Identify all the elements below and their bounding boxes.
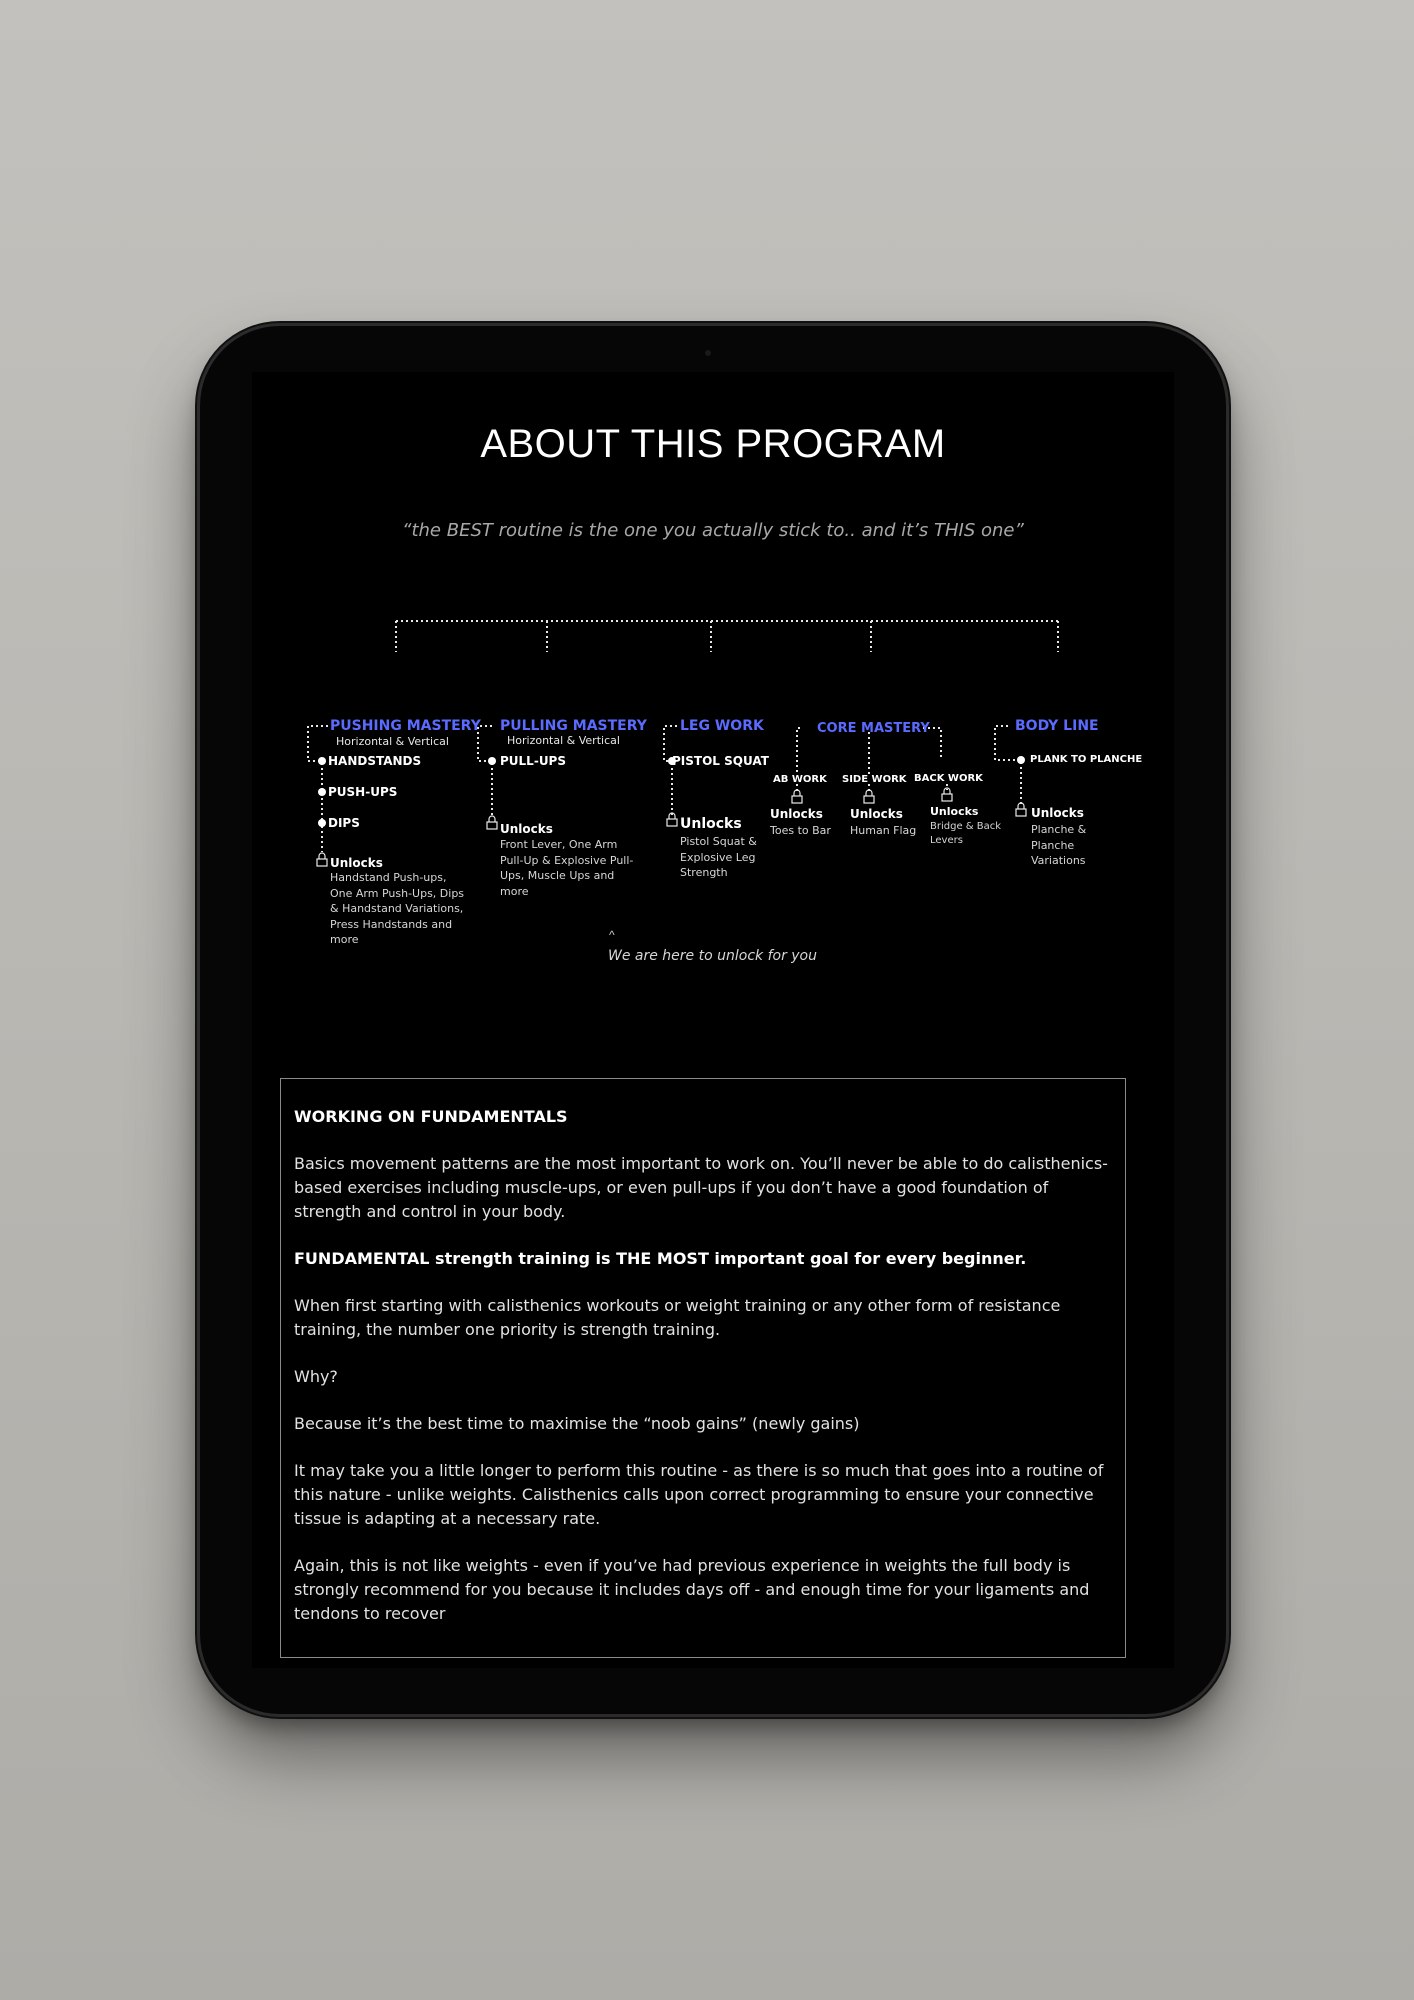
caret-marker: ^ xyxy=(609,928,615,942)
core-side-work: SIDE WORK xyxy=(842,774,907,785)
pushing-mastery-heading: PUSHING MASTERY xyxy=(330,718,481,734)
pushing-unlocks-text: Handstand Push-ups, One Arm Push-Ups, Dips & Handstand Variations, Press Handstands and more xyxy=(330,871,465,946)
lock-icon xyxy=(864,790,874,803)
fundamentals-box xyxy=(280,1078,1126,1658)
skill-plank-to-planche: PLANK TO PLANCHE xyxy=(1030,754,1143,765)
bodyline-unlocks-text: Planche & Planche Variations xyxy=(1031,823,1087,867)
pushing-subheading: Horizontal & Vertical xyxy=(336,735,449,748)
core-mastery-heading: CORE MASTERY xyxy=(817,721,930,736)
fundamentals-paragraph: Basics movement patterns are the most important to work on. You’ll never be able to do calisthenics-based exercises including muscle-ups, or even pull-ups if you don’t have a good foundation of strength and control in your body. xyxy=(294,1154,1108,1221)
back-unlocks-text: Bridge & Back Levers xyxy=(930,821,1002,846)
bodyline-unlocks-label: Unlocks xyxy=(1031,806,1084,820)
pulling-unlocks-label: Unlocks xyxy=(500,822,553,836)
tablet-frame xyxy=(200,326,1226,1714)
tagline: We are here to unlock for you xyxy=(608,948,817,964)
pulling-subheading: Horizontal & Vertical xyxy=(507,734,620,747)
fundamentals-heading: WORKING ON FUNDAMENTALS xyxy=(294,1107,568,1126)
side-unlocks-label: Unlocks xyxy=(850,807,903,821)
skill-pistol-squat: PISTOL SQUAT xyxy=(672,754,769,768)
tablet-screen xyxy=(252,372,1174,1668)
lock-icon xyxy=(317,853,327,866)
side-unlocks-text: Human Flag xyxy=(850,824,917,837)
ab-unlocks-label: Unlocks xyxy=(770,807,823,821)
skill-dips: DIPS xyxy=(328,816,360,830)
fundamentals-paragraph: Why? xyxy=(294,1367,338,1386)
skill-handstands: HANDSTANDS xyxy=(328,754,422,768)
lock-icon xyxy=(792,790,802,803)
pulling-mastery-heading: PULLING MASTERY xyxy=(500,718,647,734)
pushing-unlocks-label: Unlocks xyxy=(330,856,383,870)
fundamentals-paragraph: Because it’s the best time to maximise the “noob gains” (newly gains) xyxy=(294,1414,860,1433)
page-title: ABOUT THIS PROGRAM xyxy=(480,422,946,466)
lock-icon xyxy=(1016,803,1026,816)
page-quote: “the BEST routine is the one you actually stick to.. and it’s THIS one” xyxy=(402,520,1024,541)
fundamentals-paragraph: Again, this is not like weights - even if you’ve had previous experience in weights the full body is strongly recommend for you because it includes days off - and enough time for your ligaments and tendons to recover xyxy=(294,1556,1090,1623)
legs-unlocks-label: Unlocks xyxy=(680,816,742,832)
lock-icon xyxy=(487,816,497,829)
core-back-work: BACK WORK xyxy=(914,773,983,784)
skill-push-ups: PUSH-UPS xyxy=(328,785,398,799)
back-unlocks-label: Unlocks xyxy=(930,805,979,818)
body-line-heading: BODY LINE xyxy=(1015,718,1099,734)
fundamentals-emphasis: FUNDAMENTAL strength training is THE MOST important goal for every beginner. xyxy=(294,1249,1027,1268)
camera-dot xyxy=(705,350,711,356)
legs-unlocks-text: Pistol Squat & Explosive Leg Strength xyxy=(680,835,757,879)
skill-pull-ups: PULL-UPS xyxy=(500,754,566,768)
fundamentals-paragraph: When first starting with calisthenics workouts or weight training or any other form of resistance training, the number one priority is strength training. xyxy=(294,1296,1061,1339)
leg-work-heading: LEG WORK xyxy=(680,718,764,734)
pulling-unlocks-text: Front Lever, One Arm Pull-Up & Explosive Pull- Ups, Muscle Ups and more xyxy=(500,838,634,898)
ab-unlocks-text: Toes to Bar xyxy=(770,824,831,837)
fundamentals-paragraph: It may take you a little longer to perform this routine - as there is so much that goes into a routine of this nature - unlike weights. Calisthenics calls upon correct programming to ensure your connective tissue is adapting at a necessary rate. xyxy=(294,1461,1104,1528)
core-ab-work: AB WORK xyxy=(773,774,827,785)
